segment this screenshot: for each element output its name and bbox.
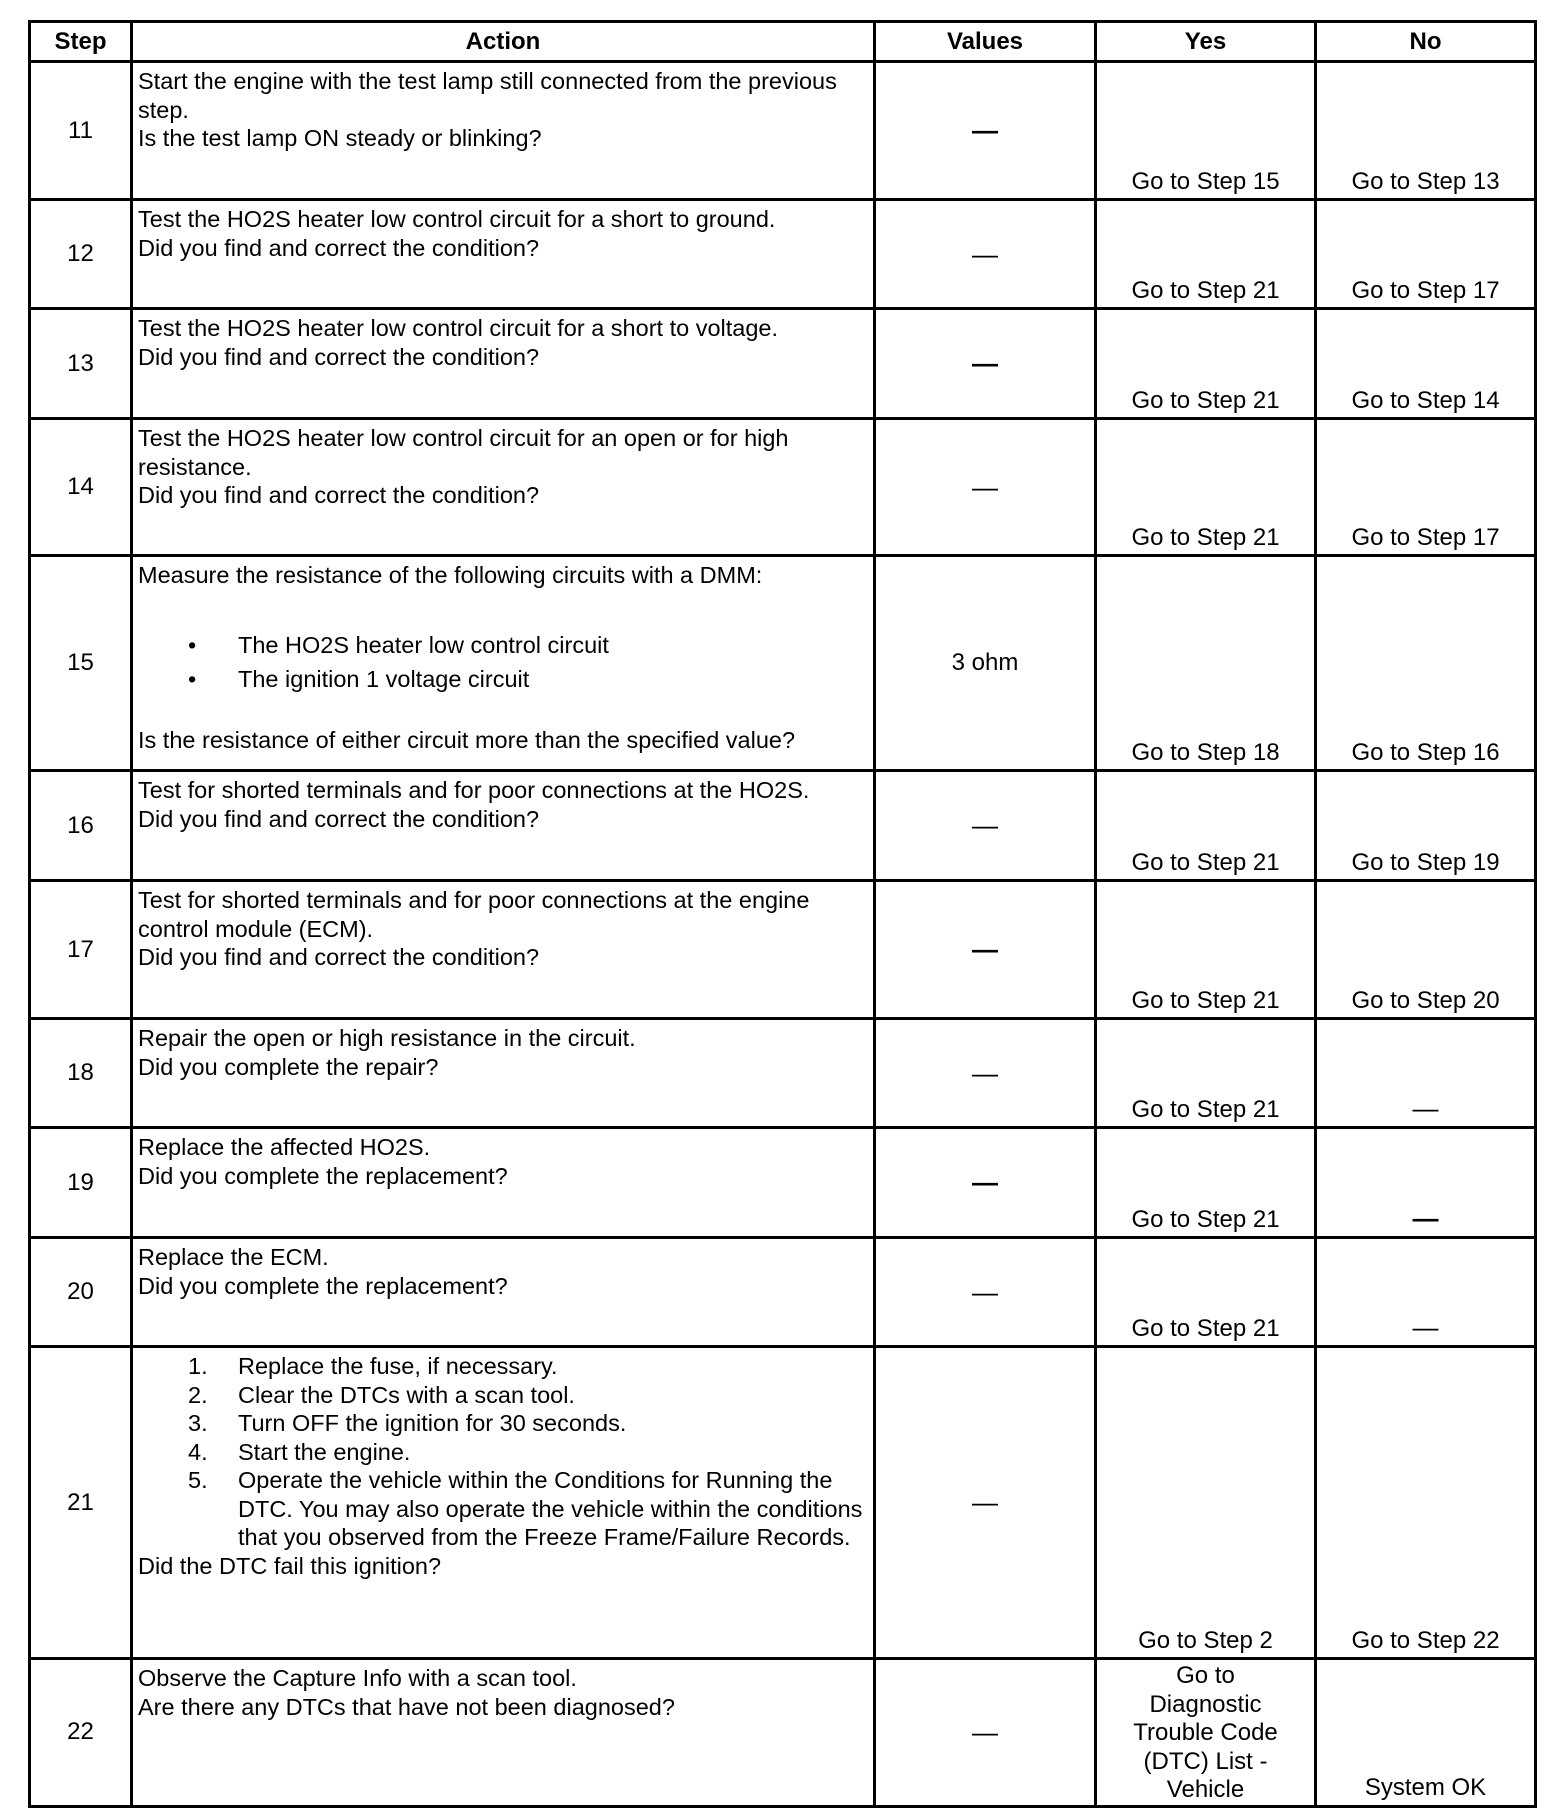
action-cell <box>132 1019 875 1128</box>
table-row <box>30 1238 1536 1347</box>
step-number: 12 <box>30 200 132 309</box>
value-text: — <box>972 1276 998 1307</box>
value-text: — <box>972 471 998 502</box>
no-cell: Go to Step 22 <box>1316 1347 1536 1659</box>
list-item <box>138 1438 873 1467</box>
value-text: — <box>972 238 998 269</box>
action-text: Start the engine with the test lamp still connected from the previous step. <box>138 68 837 123</box>
value-cell <box>875 1128 1096 1238</box>
list-item <box>138 1409 873 1438</box>
list-text: Start the engine. <box>238 1438 411 1465</box>
no-cell: Go to Step 19 <box>1316 771 1536 881</box>
header-values: Values <box>875 22 1096 62</box>
value-cell <box>875 1019 1096 1128</box>
table-row <box>30 1128 1536 1238</box>
value-cell <box>875 1347 1096 1659</box>
diagnostic-table-container <box>28 20 1534 1808</box>
table-row <box>30 881 1536 1019</box>
step-number: 17 <box>30 881 132 1019</box>
header-step: Step <box>30 22 132 62</box>
no-cell: Go to Step 14 <box>1316 309 1536 419</box>
no-cell: System OK <box>1316 1659 1536 1807</box>
value-text: — <box>972 1057 998 1088</box>
action-cell <box>132 771 875 881</box>
action-question: Did you find and correct the condition? <box>138 482 540 508</box>
action-question: Did you complete the replacement? <box>138 1272 508 1299</box>
action-question: Did you complete the replacement? <box>138 1162 508 1189</box>
yes-cell: Go to Step 21 <box>1096 1019 1316 1128</box>
yes-cell: Go to Step 15 <box>1096 62 1316 200</box>
action-cell <box>132 62 875 200</box>
no-text: — <box>1412 1311 1439 1342</box>
action-cell <box>132 1238 875 1347</box>
action-text: Test for shorted terminals and for poor connections at the engine control module (ECM). <box>138 887 810 942</box>
header-action: Action <box>132 22 875 62</box>
action-cell <box>132 1659 875 1807</box>
value-cell <box>875 309 1096 419</box>
step-number: 21 <box>30 1347 132 1659</box>
action-body <box>138 557 873 726</box>
list-number: 2. <box>188 1381 208 1408</box>
action-cell <box>132 419 875 556</box>
action-question: Did you find and correct the condition? <box>138 805 540 832</box>
step-number: 19 <box>30 1128 132 1238</box>
step-number: 11 <box>30 62 132 200</box>
value-cell <box>875 62 1096 200</box>
step-number: 13 <box>30 309 132 419</box>
yes-cell <box>1096 1659 1316 1807</box>
action-text: Test the HO2S heater low control circuit for a short to voltage. <box>138 315 779 341</box>
no-cell <box>1316 1238 1536 1347</box>
value-cell <box>875 1659 1096 1807</box>
action-question: Is the resistance of either circuit more than the specified value? <box>138 726 796 753</box>
value-cell <box>875 881 1096 1019</box>
action-text: Test the HO2S heater low control circuit for a short to ground. <box>138 206 776 232</box>
action-question: Is the test lamp ON steady or blinking? <box>138 125 542 151</box>
value-cell <box>875 556 1096 771</box>
table-row <box>30 771 1536 881</box>
yes-cell: Go to Step 21 <box>1096 200 1316 309</box>
list-text: Replace the fuse, if necessary. <box>238 1353 558 1379</box>
action-question: Did you find and correct the condition? <box>138 234 540 261</box>
value-cell <box>875 1238 1096 1347</box>
circuit-list <box>138 628 873 696</box>
header-yes: Yes <box>1096 22 1316 62</box>
action-text: Measure the resistance of the following circuits with a DMM: <box>138 562 763 588</box>
value-text: — <box>972 1487 998 1517</box>
step-number: 22 <box>30 1659 132 1807</box>
yes-cell: Go to Step 21 <box>1096 881 1316 1019</box>
action-cell <box>132 556 875 771</box>
value-text: — <box>972 934 998 964</box>
list-text: Operate the vehicle within the Conditions for Running the DTC. You may also operate the vehicle within the conditions that you observed from the Freeze Frame/Failure Records. <box>238 1467 863 1550</box>
yes-cell: Go to Step 21 <box>1096 1238 1316 1347</box>
table-row <box>30 556 1536 771</box>
action-text: Test for shorted terminals and for poor connections at the HO2S. <box>138 777 810 803</box>
value-text: — <box>972 115 998 145</box>
table-row <box>30 200 1536 309</box>
yes-cell: Go to Step 2 <box>1096 1347 1316 1659</box>
list-item: • The ignition 1 voltage circuit <box>138 662 873 696</box>
action-cell <box>132 200 875 309</box>
action-question: Are there any DTCs that have not been diagnosed? <box>138 1693 675 1720</box>
table-row <box>30 62 1536 200</box>
no-cell: Go to Step 13 <box>1316 62 1536 200</box>
list-number: 1. <box>188 1353 208 1379</box>
yes-link-text: Go to Diagnostic Trouble Code (DTC) List - Vehicle <box>1133 1662 1278 1803</box>
action-question: Did you find and correct the condition? <box>138 343 540 370</box>
value-text: 3 ohm <box>951 649 1019 676</box>
table-row <box>30 1659 1536 1807</box>
action-question: Did you complete the repair? <box>138 1053 439 1080</box>
diagnostic-table <box>28 20 1537 1808</box>
table-row <box>30 419 1536 556</box>
value-text: — <box>972 1716 998 1747</box>
value-text: — <box>972 1167 998 1197</box>
action-question: Did you find and correct the condition? <box>138 944 540 970</box>
value-cell <box>875 771 1096 881</box>
value-text: — <box>972 348 998 378</box>
list-text: Turn OFF the ignition for 30 seconds. <box>238 1410 627 1436</box>
no-text: — <box>1412 1092 1439 1123</box>
yes-cell: Go to Step 18 <box>1096 556 1316 771</box>
list-item <box>138 1466 873 1552</box>
action-text: Observe the Capture Info with a scan tool. <box>138 1665 577 1691</box>
list-number: 4. <box>188 1438 208 1465</box>
action-text: Test the HO2S heater low control circuit for an open or for high resistance. <box>138 425 789 480</box>
list-item: • The HO2S heater low control circuit <box>138 628 873 662</box>
action-text: Replace the affected HO2S. <box>138 1134 431 1160</box>
header-no: No <box>1316 22 1536 62</box>
action-cell <box>132 881 875 1019</box>
no-cell <box>1316 1128 1536 1238</box>
action-text: Repair the open or high resistance in the circuit. <box>138 1025 636 1051</box>
action-cell <box>132 309 875 419</box>
action-cell <box>132 1347 875 1659</box>
no-cell: Go to Step 17 <box>1316 200 1536 309</box>
list-number: 5. <box>188 1467 208 1493</box>
procedure-list <box>138 1352 873 1552</box>
list-item <box>138 1381 873 1410</box>
yes-cell: Go to Step 21 <box>1096 1128 1316 1238</box>
list-number: 3. <box>188 1410 208 1436</box>
action-body <box>138 1348 873 1552</box>
step-number: 15 <box>30 556 132 771</box>
action-text: Replace the ECM. <box>138 1244 329 1270</box>
list-text: Clear the DTCs with a scan tool. <box>238 1381 575 1408</box>
no-text: — <box>1412 1202 1439 1233</box>
action-question: Did the DTC fail this ignition? <box>138 1552 442 1579</box>
yes-cell: Go to Step 21 <box>1096 771 1316 881</box>
step-number: 16 <box>30 771 132 881</box>
no-cell: Go to Step 16 <box>1316 556 1536 771</box>
step-number: 20 <box>30 1238 132 1347</box>
step-number: 18 <box>30 1019 132 1128</box>
value-cell <box>875 419 1096 556</box>
step-number: 14 <box>30 419 132 556</box>
yes-cell: Go to Step 21 <box>1096 309 1316 419</box>
header-row <box>30 22 1536 62</box>
value-text: — <box>972 810 998 840</box>
action-cell <box>132 1128 875 1238</box>
no-cell: Go to Step 20 <box>1316 881 1536 1019</box>
table-row <box>30 309 1536 419</box>
list-item <box>138 1352 873 1381</box>
value-cell <box>875 200 1096 309</box>
no-cell <box>1316 1019 1536 1128</box>
yes-cell: Go to Step 21 <box>1096 419 1316 556</box>
table-row <box>30 1019 1536 1128</box>
no-cell: Go to Step 17 <box>1316 419 1536 556</box>
table-row <box>30 1347 1536 1659</box>
